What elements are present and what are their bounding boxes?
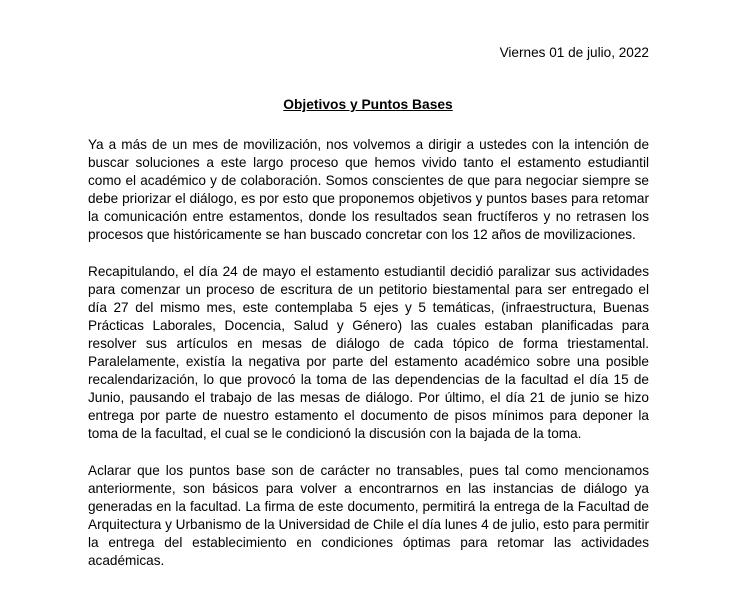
- document-date: Viernes 01 de julio, 2022: [499, 45, 649, 60]
- paragraph-recap: Recapitulando, el día 24 de mayo el estamento estudiantil decidió paralizar sus actividades para comenzar un proceso de escritura de un petitorio biestamental para ser entregado el día 27 del mismo mes, este contemplaba 5 ejes y 5 temáticas, (infraestructura, Buenas Prácticas Laborales, Docencia, Salud y Género) las cuales estaban planificadas para resolver sus artículos en mesas de diálogo de cada tópico de forma triestamental. Paralelamente, existía la negativa por parte del estamento académico sobre una posible recalendarización, lo que provocó la toma de las dependencias de la facultad el día 15 de Junio, pausando el trabajo de las mesas de diálogo. Por último, el día 21 de junio se hizo entrega por parte de nuestro estamento el documento de pisos mínimos para deponer la toma de la facultad, el cual se le condicionó la discusión con la bajada de la toma.: [88, 263, 649, 442]
- paragraph-base-points: Aclarar que los puntos base son de carácter no transables, pues tal como mencionamos anteriormente, son básicos para volver a encontrarnos en las instancias de diálogo ya generadas en la facultad. La firma de este documento, permitirá la entrega de la Facultad de Arquitectura y Urbanismo de la Universidad de Chile el día lunes 4 de julio, esto para permitir la entrega del establecimiento en condiciones óptimas para retomar las actividades académicas.: [88, 462, 649, 568]
- document-body: [88, 136, 649, 588]
- document-title: Objetivos y Puntos Bases: [283, 97, 453, 112]
- paragraph-intro: Ya a más de un mes de movilización, nos volvemos a dirigir a ustedes con la intención de buscar soluciones a este largo proceso que hemos vivido tanto el estamento estudiantil como el académico y de colaboración. Somos conscientes de que para negociar siempre se debe priorizar el diálogo, es por esto que proponemos objetivos y puntos bases para retomar la comunicación entre estamentos, donde los resultados sean fructíferos y no retrasen los procesos que históricamente se han buscado concretar con los 12 años de movilizaciones.: [88, 137, 649, 243]
